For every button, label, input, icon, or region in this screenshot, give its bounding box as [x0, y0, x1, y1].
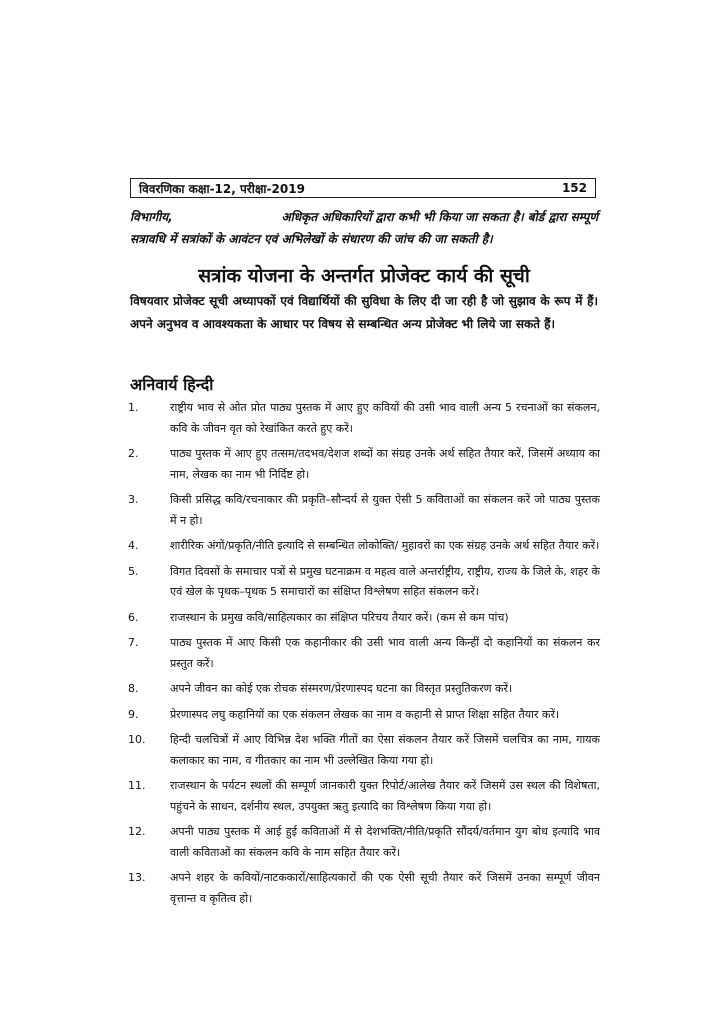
- item-number: 12.: [128, 825, 146, 838]
- list-item: [120, 868, 600, 909]
- list-item: [120, 444, 600, 485]
- list-item: [120, 822, 600, 863]
- list-item: [120, 490, 600, 531]
- item-text: अपने शहर के कवियों/नाटककारों/साहित्यकारों की एक ऐसी सूची तैयार करें जिसमें उनका सम्पूर्ण जीवन वृत्तान्त व कृतित्व हो।: [170, 871, 600, 905]
- item-number: 8.: [128, 682, 139, 695]
- item-text: राष्ट्रीय भाव से ओत प्रोत पाठ्य पुस्तक में आए हुए कवियों की उसी भाव वाली अन्य 5 रचनाओं का संकलन, कवि के जीवन वृत को रेखांकित करते हुए करें।: [170, 401, 600, 435]
- list-item: [120, 608, 600, 629]
- notice-paragraph: [130, 206, 598, 250]
- item-number: 2.: [128, 447, 139, 460]
- notice-line-1-start: विभागीय,: [130, 210, 173, 224]
- list-item: [120, 705, 600, 726]
- item-number: 4.: [128, 539, 139, 552]
- item-text: अपनी पाठ्य पुस्तक में आई हुई कविताओं में से देशभक्ति/नीति/प्रकृति सौंदर्य/वर्तमान युग बोध इत्यादि भाव वाली कविताओं का संकलन कवि के नाम सहित तैयार करें।: [170, 825, 600, 859]
- page-number: 152: [561, 181, 587, 195]
- item-text: पाठ्य पुस्तक में आए किसी एक कहानीकार की उसी भाव वाली अन्य किन्हीं दो कहानियों का संकलन कर प्रस्तुत करें।: [170, 636, 600, 670]
- item-number: 13.: [128, 871, 146, 884]
- item-number: 9.: [128, 707, 139, 721]
- list-item: [120, 633, 600, 674]
- page-header: [130, 178, 596, 198]
- item-text: राजस्थान के पर्यटन स्थलों की सम्पूर्ण जानकारी युक्त रिपोर्ट/आलेख तैयार करें जिसमें उस स्थल की विशेषता, पहुंचने के साधन, दर्शनीय स्थल, उपयुक्त ऋतु इत्यादि का विश्लेषण किया गया हो।: [170, 779, 600, 813]
- item-text: अपने जीवन का कोई एक रोचक संस्मरण/प्रेरणास्पद घटना का विस्तृत प्रस्तुतिकरण करें।: [170, 682, 513, 695]
- list-item: [120, 679, 600, 700]
- page-title: सत्रांक योजना के अन्तर्गत प्रोजेक्ट कार्य की सूची: [198, 265, 530, 287]
- notice-line-1: [130, 206, 598, 228]
- header-title: विवरणिका कक्षा-12, परीक्षा-2019: [139, 181, 305, 196]
- item-number: 1.: [128, 401, 139, 414]
- item-text: किसी प्रसिद्ध कवि/रचनाकार की प्रकृति–सौन्दर्य से युक्त ऐसी 5 कविताओं का संकलन करें जो पाठ्य पुस्तक में न हो।: [170, 493, 600, 527]
- item-text: राजस्थान के प्रमुख कवि/साहित्यकार का संक्षिप्त परिचय तैयार करें। (कम से कम पांच): [170, 610, 509, 624]
- list-item: [120, 730, 600, 771]
- list-item: [120, 776, 600, 817]
- item-text: प्रेरणास्पद लघु कहानियों का एक संकलन लेखक का नाम व कहानी से प्राप्त शिक्षा सहित तैयार करें।: [170, 707, 560, 721]
- item-text: पाठ्य पुस्तक में आए हुए तत्सम/तदभव/देशज शब्दों का संग्रह उनके अर्थ सहित तैयार करें, जिसमें अध्याय का नाम, लेखक का नाम भी निर्दिष्ट हो।: [170, 447, 600, 481]
- project-list: [120, 398, 600, 914]
- intro-paragraph: विषयवार प्रोजेक्ट सूची अध्यापकों एवं विद्यार्थियों की सुविधा के लिए दी जा रही है जो सुझाव के रूप में हैं। अपने अनुभव व आवश्यकता के आधार पर विषय से सम्बन्धित अन्य प्रोजेक्ट भी लिये जा सकते हैं।: [130, 294, 598, 331]
- item-number: 6.: [128, 610, 139, 624]
- item-number: 10.: [128, 733, 146, 746]
- item-text: विगत दिवसों के समाचार पत्रों से प्रमुख घटनाक्रम व महत्व वाले अन्तर्राष्ट्रीय, राष्ट्रीय, राज्य के जिले के, शहर के एवं खेल के पृथक–पृथक 5 समाचारों का संक्षिप्त विश्लेषण सहित संकलन करें।: [170, 564, 600, 598]
- section-heading: अनिवार्य हिन्दी: [130, 375, 214, 394]
- list-item: [120, 398, 600, 439]
- item-number: 3.: [128, 493, 139, 506]
- item-number: 7.: [128, 636, 139, 649]
- item-number: 5.: [128, 564, 139, 578]
- notice-line-1-rest: अधिकृत अधिकारियों द्वारा कभी भी किया जा सकता है। बोर्ड द्वारा सम्पूर्ण: [281, 210, 598, 224]
- notice-line-2: सत्रावधि में सत्रांकों के आवंटन एवं अभिलेखों के संधारण की जांच की जा सकती है।: [130, 232, 493, 246]
- item-number: 11.: [128, 779, 146, 792]
- item-text: शारीरिक अंगों/प्रकृति/नीति इत्यादि से सम्बन्धित लोकोक्ति/ मुहावरों का एक संग्रह उनके अर्थ सहित तैयार करें।: [170, 539, 600, 552]
- list-item: [120, 562, 600, 603]
- list-item: [120, 536, 600, 557]
- item-text: हिन्दी चलचित्रों में आए विभिन्न देश भक्ति गीतों का ऐसा संकलन तैयार करें जिसमें चलचित्र का नाम, गायक कलाकार का नाम, व गीतकार का नाम भी उल्लेखित किया गया हो।: [170, 733, 600, 767]
